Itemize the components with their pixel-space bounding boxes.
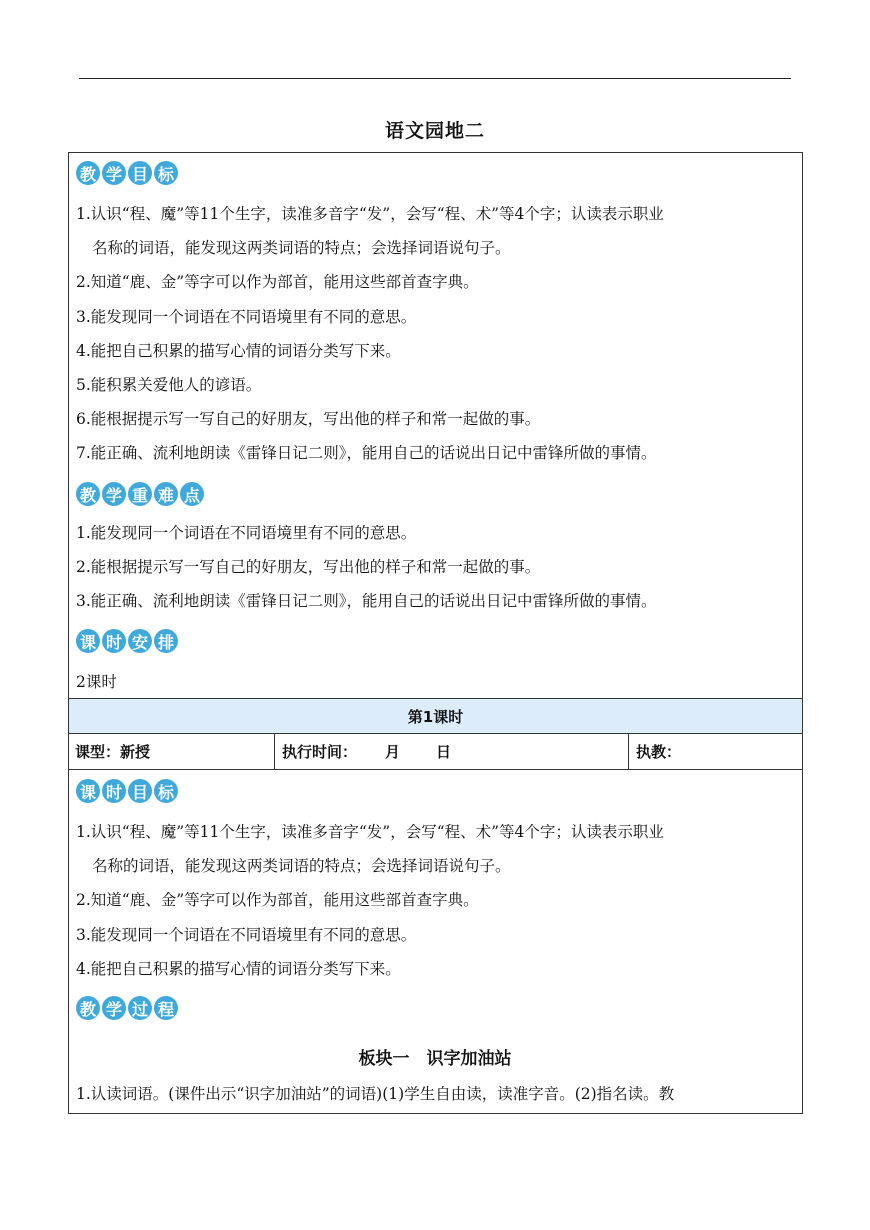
badge-char: 教	[76, 482, 100, 506]
badge-char: 课	[76, 629, 100, 653]
lesson-goal-line: 4.能把自己积累的描写心情的词语分类写下来。	[76, 960, 401, 978]
goal-line: 5.能积累关爱他人的谚语。	[76, 376, 262, 394]
key-point-line: 3.能正确、流利地朗读《雷锋日记二则》，能用自己的话说出日记中雷锋所做的事情。	[76, 592, 657, 610]
lesson-header: 第1课时	[69, 699, 802, 733]
time-label: 执行时间：	[282, 742, 358, 761]
goal-line: 6.能根据提示写一写自己的好朋友，写出他的样子和常一起做的事。	[76, 410, 541, 428]
badge-char: 教	[76, 161, 100, 185]
key-point-line: 1.能发现同一个词语在不同语境里有不同的意思。	[76, 524, 417, 542]
badge-char: 时	[102, 629, 126, 653]
badge-char: 标	[154, 161, 178, 185]
goal-line: 名称的词语，能发现这两类词语的特点；会选择词语说句子。	[92, 239, 511, 257]
schedule-text: 2课时	[76, 673, 117, 691]
lesson-goal-line: 2.知道“鹿、金”等字可以作为部首，能用这些部首查字典。	[76, 891, 479, 909]
badge-char: 教	[76, 996, 100, 1020]
day-label: 日	[436, 742, 452, 761]
badge-char: 安	[128, 629, 152, 653]
badge-char: 难	[154, 482, 178, 506]
badge-char: 程	[154, 996, 178, 1020]
badge-char: 学	[102, 482, 126, 506]
badge-char: 时	[102, 779, 126, 803]
lesson-goal-line: 名称的词语，能发现这两类词语的特点；会选择词语说句子。	[92, 857, 511, 875]
page-title: 语文园地二	[384, 120, 485, 142]
goal-line: 4.能把自己积累的描写心情的词语分类写下来。	[76, 342, 401, 360]
key-point-line: 2.能根据提示写一写自己的好朋友，写出他的样子和常一起做的事。	[76, 558, 541, 576]
badge-char: 标	[154, 779, 178, 803]
badge-char: 学	[102, 161, 126, 185]
month-label: 月	[385, 742, 401, 761]
goal-line: 7.能正确、流利地朗读《雷锋日记二则》，能用自己的话说出日记中雷锋所做的事情。	[76, 444, 657, 462]
goals-heading	[68, 161, 803, 185]
badge-char: 重	[128, 482, 152, 506]
divider	[68, 769, 803, 770]
lesson-type: 课型：新授	[75, 742, 151, 761]
badge-char: 目	[128, 779, 152, 803]
process-line: 1.认读词语。(课件出示“识字加油站”的词语)(1)学生自由读，读准字音。(2)指名读。教	[76, 1085, 675, 1103]
goal-line: 1.认识“程、魔”等11个生字，读准多音字“发”，会写“程、术”等4个字；认读表示职业	[76, 205, 664, 223]
lesson-meta-row	[68, 733, 803, 769]
lesson-goals-heading	[68, 779, 803, 803]
section-title: 板块一 识字加油站	[358, 1049, 512, 1069]
lesson-goal-line: 1.认识“程、魔”等11个生字，读准多音字“发”，会写“程、术”等4个字；认读表示职业	[76, 823, 664, 841]
badge-char: 学	[102, 996, 126, 1020]
badge-char: 过	[128, 996, 152, 1020]
lesson-teacher: 执教：	[628, 733, 803, 769]
lesson-time	[274, 733, 628, 769]
header-rule	[79, 78, 791, 79]
lesson-goal-line: 3.能发现同一个词语在不同语境里有不同的意思。	[76, 926, 417, 944]
goal-line: 3.能发现同一个词语在不同语境里有不同的意思。	[76, 308, 417, 326]
badge-char: 课	[76, 779, 100, 803]
process-heading	[68, 996, 803, 1020]
badge-char: 排	[154, 629, 178, 653]
key-points-heading	[68, 482, 803, 506]
badge-char: 点	[180, 482, 204, 506]
schedule-heading	[68, 629, 803, 653]
goal-line: 2.知道“鹿、金”等字可以作为部首，能用这些部首查字典。	[76, 273, 479, 291]
badge-char: 目	[128, 161, 152, 185]
